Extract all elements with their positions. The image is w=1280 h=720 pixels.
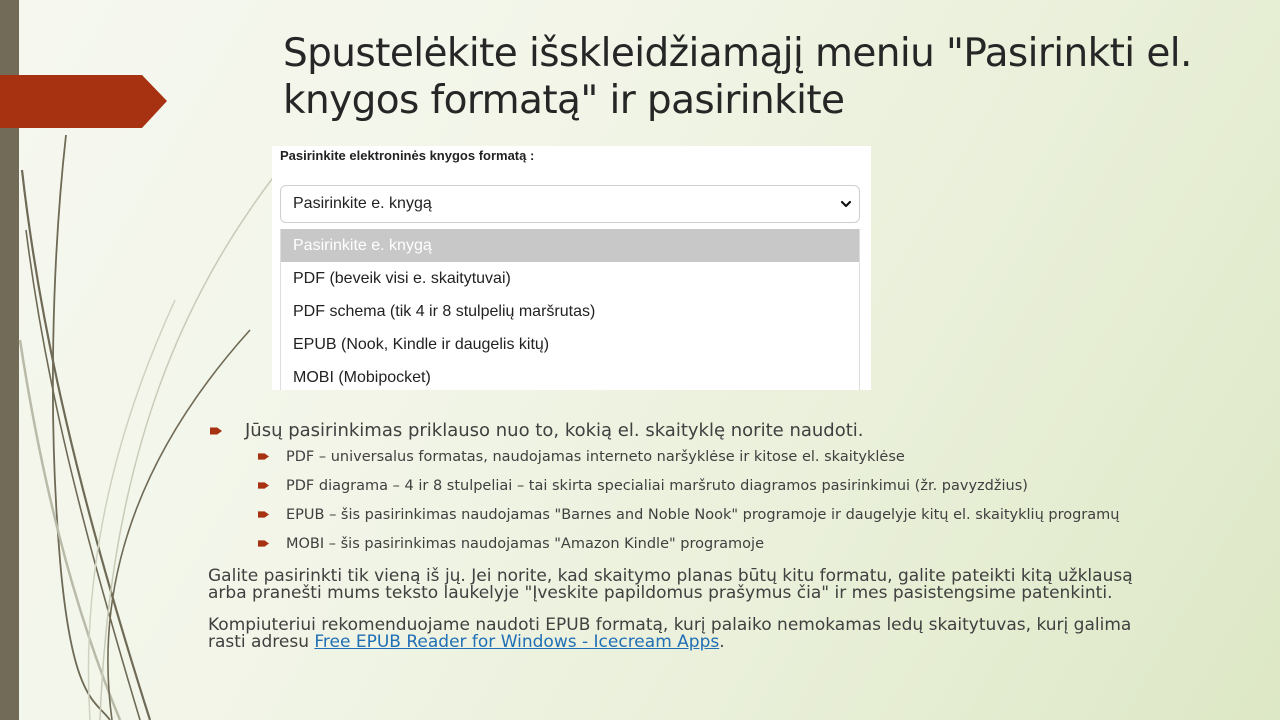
arrow-bullet-icon: [258, 452, 269, 461]
dropdown-option-pdf-schema[interactable]: PDF schema (tik 4 ir 8 stulpelių maršrutas): [293, 303, 596, 320]
arrow-bullet-icon: [210, 426, 222, 436]
chevron-down-icon: [839, 196, 853, 212]
ebook-format-select[interactable]: [280, 185, 860, 223]
paragraph-choose-one: Galite pasirinkti tik vieną iš jų. Jei norite, kad skaitymo planas būtų kitu formatu, galite pateikti kitą užklausą arba pranešti mums teksto laukelyje "Įveskite papildomus prašymus čia" ir mes pasistengsime patenkinti.: [208, 566, 1133, 603]
paragraph-recommendation: Kompiuteriui rekomenduojame naudoti EPUB formatą, kurį palaiko nemokamas ledų skaitytuvas, kurį galima rasti adresu Free EPUB Reader for Windows - Icecream Apps.: [208, 615, 1132, 652]
title-arrow-banner: [0, 75, 167, 128]
arrow-bullet-icon: [258, 510, 269, 519]
slide-title: Spustelėkite išskleidžiamąjį meniu "Pasirinkti el. knygos formatą" ir pasirinkite: [283, 31, 1192, 123]
bullet-list: [208, 419, 1208, 563]
arrow-bullet-icon: [258, 481, 269, 490]
bullet-sub-epub: EPUB – šis pasirinkimas naudojamas "Barnes and Noble Nook" programoje ir daugelyje kitų el. skaityklių programų: [208, 505, 1208, 534]
bullet-sub-pdf-diagram: PDF diagrama – 4 ir 8 stulpeliai – tai skirta specialiai maršruto diagramos pasirinkimui (žr. pavyzdžius): [208, 476, 1208, 505]
bullet-main: Jūsų pasirinkimas priklauso nuo to, kokią el. skaityklę norite naudoti.: [208, 419, 1208, 444]
format-select-label: Pasirinkite elektroninės knygos formatą :: [280, 148, 535, 163]
bullet-sub-mobi: MOBI – šis pasirinkimas naudojamas "Amazon Kindle" programoje: [208, 534, 1208, 563]
dropdown-option-pdf[interactable]: PDF (beveik visi e. skaitytuvai): [293, 270, 511, 287]
dropdown-option-placeholder[interactable]: Pasirinkite e. knygą: [281, 229, 859, 262]
format-select-screenshot: [272, 146, 871, 390]
dropdown-option-epub[interactable]: EPUB (Nook, Kindle ir daugelis kitų): [293, 336, 550, 353]
bullet-sub-pdf: PDF – universalus formatas, naudojamas interneto naršyklėse ir kitose el. skaityklėse: [208, 447, 1208, 476]
select-current-value: Pasirinkite e. knygą: [293, 195, 432, 212]
icecream-epub-reader-link[interactable]: Free EPUB Reader for Windows - Icecream Apps: [314, 632, 720, 652]
arrow-bullet-icon: [258, 539, 269, 548]
dropdown-option-mobi[interactable]: MOBI (Mobipocket): [293, 369, 431, 386]
format-dropdown-list: [280, 229, 860, 390]
